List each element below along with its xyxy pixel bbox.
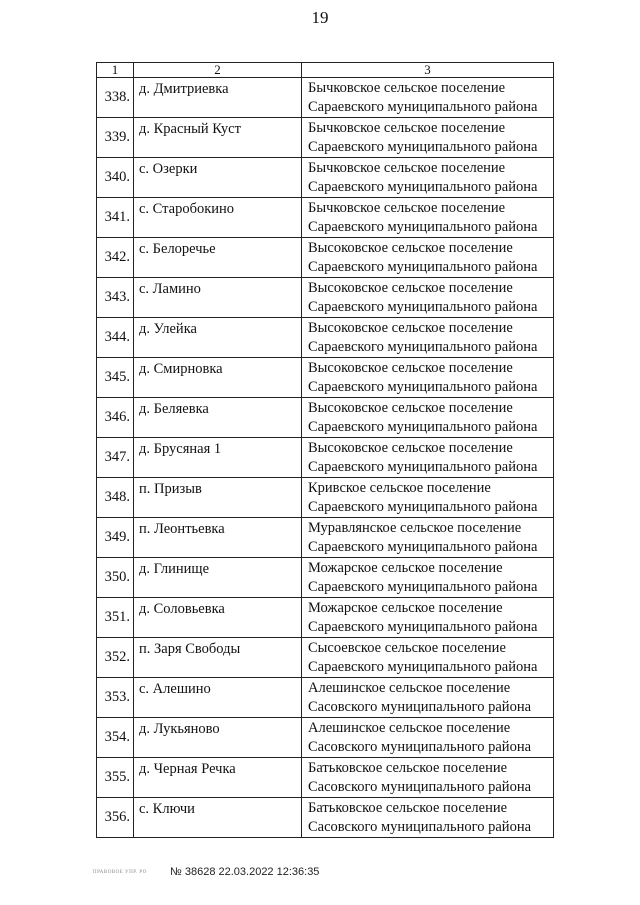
table-row [97, 558, 554, 598]
settlement-cell [302, 638, 554, 678]
row-number: 348. [97, 478, 134, 518]
settlement-name: Высоковское сельское поселение [308, 440, 513, 456]
settlement-cell [302, 678, 554, 718]
locality-name: д. Улейка [134, 318, 302, 358]
settlement-cell [302, 278, 554, 318]
district-name: Сараевского муниципального района [308, 579, 538, 595]
locality-name: с. Белоречье [134, 238, 302, 278]
settlement-name: Алешинское сельское поселение [308, 680, 511, 696]
table-row [97, 678, 554, 718]
locality-name: д. Красный Куст [134, 118, 302, 158]
settlement-cell [302, 118, 554, 158]
row-number: 354. [97, 718, 134, 758]
settlement-name: Сысоевское сельское поселение [308, 640, 506, 656]
row-number: 346. [97, 398, 134, 438]
row-number: 352. [97, 638, 134, 678]
settlement-name: Батьковское сельское поселение [308, 760, 508, 776]
row-number: 344. [97, 318, 134, 358]
row-number: 356. [97, 798, 134, 838]
column-header-settlement: 3 [302, 63, 554, 78]
table-row [97, 598, 554, 638]
row-number: 342. [97, 238, 134, 278]
row-number: 343. [97, 278, 134, 318]
locality-name: д. Беляевка [134, 398, 302, 438]
row-number: 340. [97, 158, 134, 198]
locality-name: с. Ламино [134, 278, 302, 318]
table-row [97, 718, 554, 758]
settlement-name: Бычковское сельское поселение [308, 80, 506, 96]
district-name: Сараевского муниципального района [308, 139, 538, 155]
settlement-name: Высоковское сельское поселение [308, 280, 513, 296]
district-name: Сараевского муниципального района [308, 419, 538, 435]
locality-name: д. Черная Речка [134, 758, 302, 798]
table-header-row [97, 63, 554, 78]
settlement-cell [302, 758, 554, 798]
locality-name: д. Брусяная 1 [134, 438, 302, 478]
row-number: 339. [97, 118, 134, 158]
row-number: 341. [97, 198, 134, 238]
district-name: Сараевского муниципального района [308, 499, 538, 515]
district-name: Сараевского муниципального района [308, 99, 538, 115]
settlement-name: Можарское сельское поселение [308, 560, 503, 576]
row-number: 347. [97, 438, 134, 478]
settlement-cell [302, 198, 554, 238]
district-name: Сараевского муниципального района [308, 379, 538, 395]
settlement-cell [302, 158, 554, 198]
settlement-name: Высоковское сельское поселение [308, 400, 513, 416]
locality-name: с. Озерки [134, 158, 302, 198]
settlement-name: Батьковское сельское поселение [308, 800, 508, 816]
settlement-name: Высоковское сельское поселение [308, 320, 513, 336]
settlement-cell [302, 478, 554, 518]
district-name: Сараевского муниципального района [308, 539, 538, 555]
locality-name: с. Старобокино [134, 198, 302, 238]
settlement-name: Высоковское сельское поселение [308, 240, 513, 256]
district-name: Сасовского муниципального района [308, 699, 532, 715]
district-name: Сараевского муниципального района [308, 659, 538, 675]
table-row [97, 798, 554, 838]
settlement-name: Бычковское сельское поселение [308, 200, 506, 216]
district-name: Сасовского муниципального района [308, 779, 532, 795]
table-row [97, 358, 554, 398]
locality-name: с. Алешино [134, 678, 302, 718]
settlement-cell [302, 598, 554, 638]
settlement-cell [302, 318, 554, 358]
document-id: № 38628 22.03.2022 12:36:35 [170, 866, 320, 878]
settlement-name: Бычковское сельское поселение [308, 120, 506, 136]
column-header-number: 1 [97, 63, 134, 78]
locality-name: д. Дмитриевка [134, 78, 302, 118]
table-row [97, 278, 554, 318]
district-name: Сараевского муниципального района [308, 299, 538, 315]
table-row [97, 118, 554, 158]
settlement-name: Высоковское сельское поселение [308, 360, 513, 376]
district-name: Сараевского муниципального района [308, 339, 538, 355]
district-name: Сараевского муниципального района [308, 259, 538, 275]
table-row [97, 398, 554, 438]
row-number: 350. [97, 558, 134, 598]
settlement-cell [302, 558, 554, 598]
table-row [97, 238, 554, 278]
table-row [97, 78, 554, 118]
settlement-cell [302, 718, 554, 758]
settlements-table [96, 62, 554, 838]
page-number: 19 [311, 8, 329, 27]
table-row [97, 198, 554, 238]
table-row [97, 638, 554, 678]
settlement-cell [302, 78, 554, 118]
table-row [97, 318, 554, 358]
settlement-cell [302, 398, 554, 438]
row-number: 345. [97, 358, 134, 398]
settlement-cell [302, 438, 554, 478]
settlement-name: Муравлянское сельское поселение [308, 520, 522, 536]
row-number: 338. [97, 78, 134, 118]
settlement-name: Кривское сельское поселение [308, 480, 491, 496]
row-number: 355. [97, 758, 134, 798]
table-row [97, 478, 554, 518]
settlement-cell [302, 798, 554, 838]
table-row [97, 438, 554, 478]
table-row [97, 158, 554, 198]
settlement-cell [302, 238, 554, 278]
district-name: Сасовского муниципального района [308, 819, 532, 835]
settlement-cell [302, 518, 554, 558]
row-number: 349. [97, 518, 134, 558]
settlement-cell [302, 358, 554, 398]
district-name: Сараевского муниципального района [308, 179, 538, 195]
settlement-name: Бычковское сельское поселение [308, 160, 506, 176]
table-row [97, 758, 554, 798]
district-name: Сараевского муниципального района [308, 219, 538, 235]
settlement-name: Можарское сельское поселение [308, 600, 503, 616]
column-header-locality: 2 [134, 63, 302, 78]
locality-name: с. Ключи [134, 798, 302, 838]
settlement-name: Алешинское сельское поселение [308, 720, 511, 736]
locality-name: д. Соловьевка [134, 598, 302, 638]
table-row [97, 518, 554, 558]
footer-stamp: ПРАВОВОЕ УПР. РО [93, 870, 147, 875]
row-number: 353. [97, 678, 134, 718]
district-name: Сасовского муниципального района [308, 739, 532, 755]
district-name: Сараевского муниципального района [308, 619, 538, 635]
locality-name: п. Призыв [134, 478, 302, 518]
locality-name: п. Леонтьевка [134, 518, 302, 558]
locality-name: д. Глинище [134, 558, 302, 598]
locality-name: п. Заря Свободы [134, 638, 302, 678]
locality-name: д. Лукьяново [134, 718, 302, 758]
district-name: Сараевского муниципального района [308, 459, 538, 475]
locality-name: д. Смирновка [134, 358, 302, 398]
row-number: 351. [97, 598, 134, 638]
